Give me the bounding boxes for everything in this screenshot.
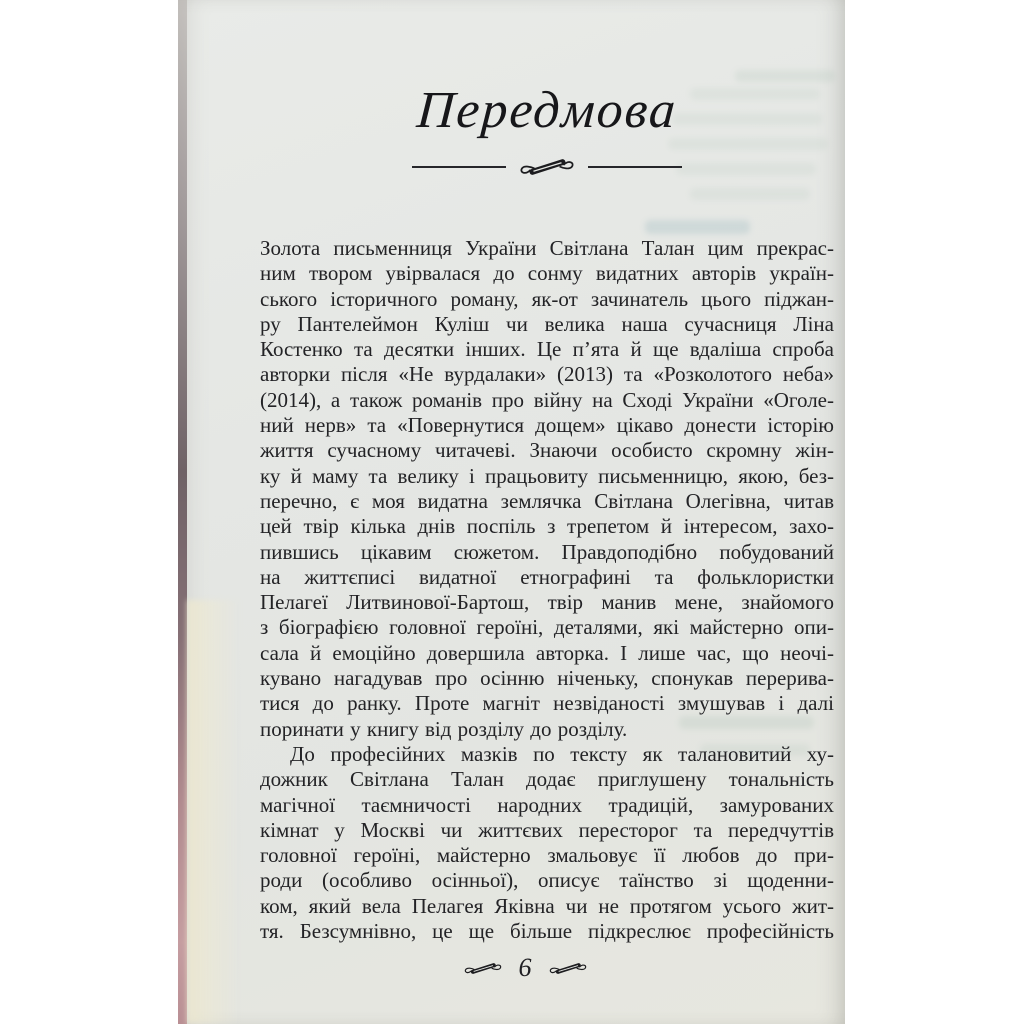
page-footer [238,948,812,988]
text-line: ним твором увірвалася до сонму видатних авторів україн- [260,261,834,286]
text-line: тися до ранку. Проте магніт незвіданості змушував і далі [260,691,834,716]
ghost-text-line [690,188,810,200]
text-line: цей твір кілька днів поспіль з трепетом й інтересом, захо- [260,514,834,539]
book-page [178,0,845,1024]
divider-rule-right [588,166,682,168]
text-line: дожник Світлана Талан додає приглушену тональність [260,767,834,792]
text-line: (2014), а також романів про війну на Сході України «Оголе- [260,387,834,412]
text-line: авторки після «Не вурдалаки» (2013) та «Розколотого неба» [260,362,834,387]
text-line: сала й емоційно довершила авторка. І лише час, що неочі- [260,640,834,665]
flourish-icon [548,961,588,976]
text-line: Золота письменниця України Світлана Талан цим прекрас- [260,236,834,260]
text-line: Костенко та десятки інших. Це п’ята й ще вдаліша спроба [260,337,834,362]
text-line: пившись цікавим сюжетом. Правдоподібно побудований [260,539,834,564]
text-line: поринати у книгу від розділу до розділу. [260,716,628,741]
text-line: життя сучасному читачеві. Знаючи особисто скромну жін- [260,438,834,463]
page-number: 6 [518,953,532,982]
text-line: тя. Безсумнівно, це ще більше підкреслює професійність [260,919,834,944]
text-line: ського історичного роману, як-от зачинатель цього піджан- [260,286,834,311]
text-line: До професійних мазків по тексту як талановитий ху- [290,741,834,766]
text-line: ку й маму та велику і працьовиту письменницю, якою, без- [260,463,834,488]
text-line: ком, який вела Пелагея Яківна чи не протягом усього жит- [260,893,834,918]
text-line: перечно, є моя видатна землячка Світлана Олегівна, читав [260,488,834,513]
flourish-icon [463,961,503,976]
text-line: головної героїні, майстерно змальовує її любов до при- [260,843,834,868]
section-divider [260,154,834,180]
ghost-text-line [645,220,750,234]
divider-rule-left [412,166,506,168]
page-title: Передмова [414,82,680,139]
text-line: кімнат у Москві чи життєвих пересторог та передчуттів [260,817,834,842]
page-edge-strip [178,0,187,1024]
page-curl-highlight [187,600,239,1024]
text-line: кувано нагадував про осінню ніченьку, спонукав перерива- [260,666,834,691]
text-line: на життєписі видатної етнографині та фольклористки [260,564,834,589]
flourish-icon [518,156,576,178]
text-line: ру Пантелеймон Куліш чи велика наша сучасниця Ліна [260,311,834,336]
text-line: ний нерв» та «Повернутися дощем» цікаво донести історію [260,413,834,438]
text-line: магічної таємничості народних традицій, замурованих [260,792,834,817]
text-line: з біографією головної героїні, деталями, які майстерно опи- [260,615,834,640]
text-line: Пелагеї Литвинової-Бартош, твір манив мене, знайомого [260,590,834,615]
body-text [260,236,834,944]
text-line: роди (особливо осінньої), описує таїнство зі щоденни- [260,868,834,893]
